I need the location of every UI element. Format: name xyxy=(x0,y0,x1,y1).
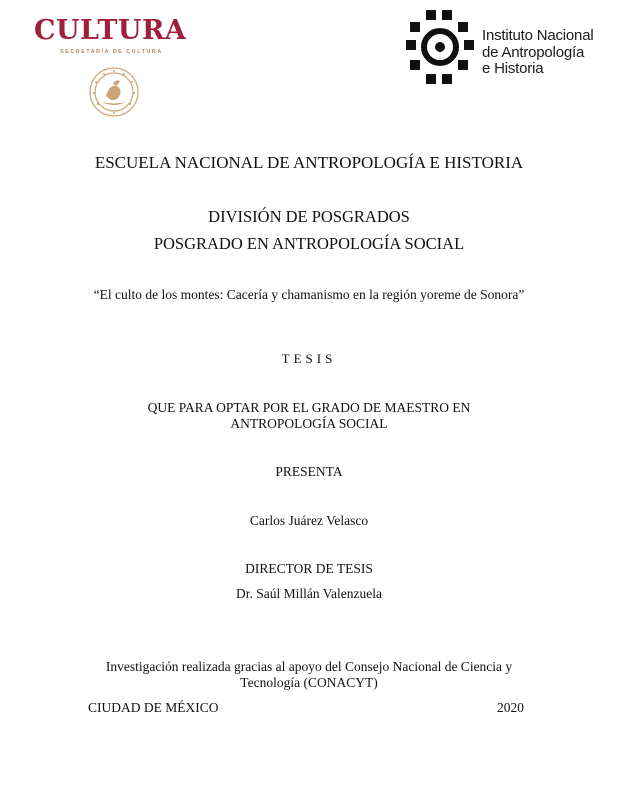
director-name: Dr. Saúl Millán Valenzuela xyxy=(236,586,382,601)
funding-note: Investigación realizada gracias al apoyo del Consejo Nacional de Ciencia y Tecnología (CONACYT) xyxy=(105,659,513,690)
degree-statement: QUE PARA OPTAR POR EL GRADO DE MAESTRO EN ANTROPOLOGÍA SOCIAL xyxy=(147,400,471,431)
presents-label: PRESENTA xyxy=(275,464,343,479)
inah-logo-line: Instituto Nacional xyxy=(482,27,594,44)
cultura-logo-subtitle: SECRETARÍA DE CULTURA xyxy=(60,49,163,55)
program-name: POSGRADO EN ANTROPOLOGÍA SOCIAL xyxy=(153,234,465,253)
inah-emblem-icon xyxy=(406,10,478,86)
inah-logo-line: de Antropología xyxy=(482,43,585,61)
division-name: DIVISIÓN DE POSGRADOS xyxy=(208,207,410,226)
year: 2020 xyxy=(497,700,524,715)
author-name: Carlos Juárez Velasco xyxy=(249,513,369,528)
inah-logo-text xyxy=(482,28,593,78)
school-name: ESCUELA NACIONAL DE ANTROPOLOGÍA E HISTORIA xyxy=(94,153,524,172)
cultura-logo-word: CULTURA xyxy=(34,15,187,46)
city: CIUDAD DE MÉXICO xyxy=(88,700,219,715)
inah-logo-line: e Historia xyxy=(482,60,544,77)
mexico-seal-icon xyxy=(88,66,140,118)
thesis-label: TESIS xyxy=(281,351,337,366)
thesis-title: “El culto de los montes: Cacería y chamanismo en la región yoreme de Sonora” xyxy=(93,287,525,302)
inah-logo xyxy=(406,10,606,86)
director-label: DIRECTOR DE TESIS xyxy=(245,561,373,576)
cultura-logo xyxy=(34,16,194,55)
